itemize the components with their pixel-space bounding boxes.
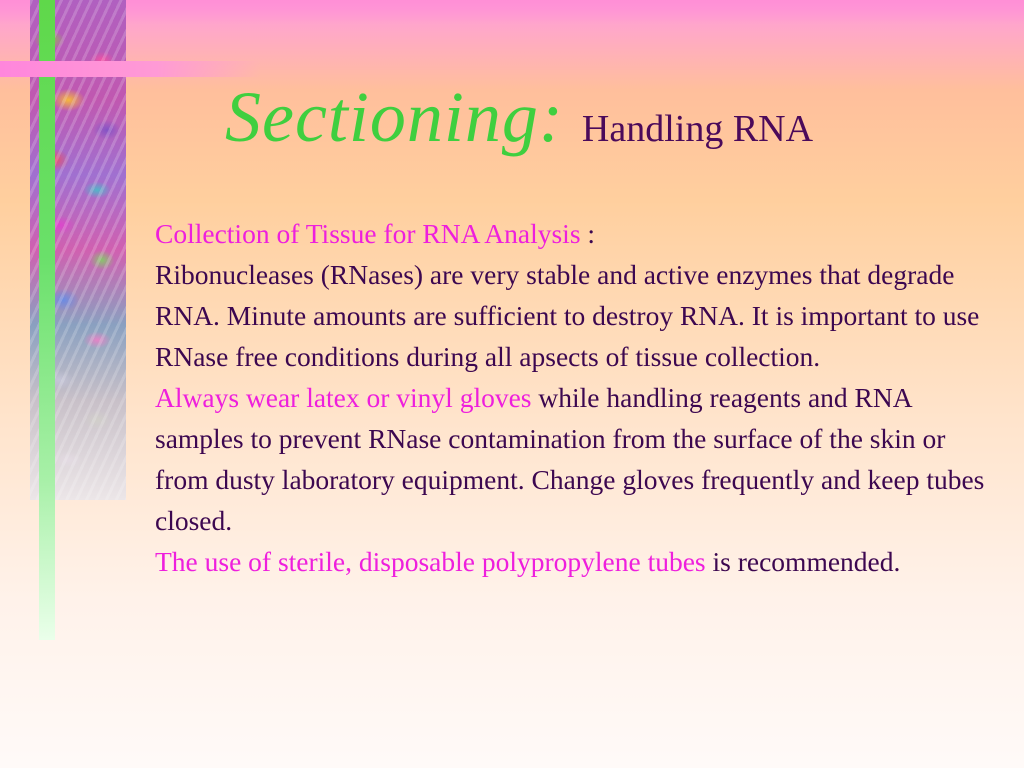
heading-colon: :	[580, 218, 596, 249]
paragraph-gloves	[155, 377, 1005, 541]
gloves-text: while handling reagents and RNA samples to prevent RNase contamination from the surface of the skin or from dusty laboratory equipment. Change gloves frequently and keep tubes closed.	[155, 382, 985, 536]
slide-title	[225, 76, 985, 166]
tubes-text: is recommended.	[705, 546, 901, 577]
paragraph-rnases: Ribonucleases (RNases) are very stable and active enzymes that degrade RNA. Minute amounts are sufficient to destroy RNA. It is important to use RNase free conditions during all apsects of tissue collection.	[155, 259, 980, 372]
heading-highlight: Collection of Tissue for RNA Analysis	[155, 218, 581, 249]
top-gradient-band	[0, 0, 1024, 24]
tubes-highlight: The use of sterile, disposable polypropylene tubes	[155, 546, 706, 577]
gloves-highlight: Always wear latex or vinyl gloves	[155, 382, 532, 413]
title-subtitle: Handling RNA	[581, 108, 814, 150]
title-main: Sectioning:	[225, 77, 564, 157]
green-vertical-bar	[39, 0, 55, 640]
pink-horizontal-bar	[0, 61, 260, 77]
paragraph-heading	[155, 213, 1005, 254]
paragraph-tubes	[155, 541, 1005, 582]
slide-body	[155, 213, 1005, 582]
